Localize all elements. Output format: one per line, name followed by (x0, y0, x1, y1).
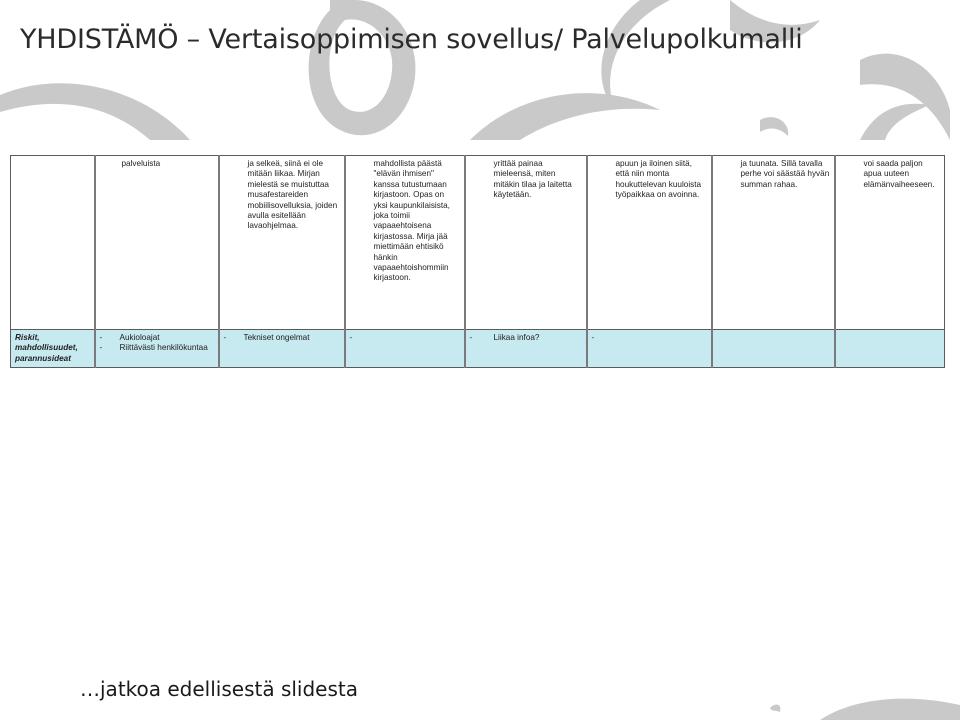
table-cell (835, 156, 945, 330)
cell-text: ja tuunata. Sillä tavalla perhe voi säästää hyvän summan rahaa. (740, 159, 830, 189)
row-header-label: Riskit, mahdollisuudet, parannusideat (15, 333, 78, 363)
table-cell (95, 156, 219, 330)
list-item-text: Riittävästi henkilökuntaa (119, 343, 208, 353)
list-item (100, 333, 214, 343)
slide-caption: …jatkoa edellisestä slidesta (80, 677, 358, 701)
table-cell-row-header (11, 330, 95, 368)
table-cell (219, 330, 345, 368)
table-cell (587, 330, 712, 368)
cell-text: mahdollista päästä "elävän ihmisen" kanssa tutustumaan kirjastoon. Opas on yksi kaupunkilaisista, joka toimii vapaaehtoisena kirjastossa. Mirja jää miettimään ehtisikö hänkin vapaaehtoishommiin kirjastoon. (373, 159, 450, 283)
table-row (11, 156, 945, 330)
table-cell (835, 330, 945, 368)
list-item (470, 333, 582, 343)
table-cell (345, 156, 465, 330)
risk-list (100, 333, 214, 354)
slide-title: YHDISTÄMÖ – Vertaisoppimisen sovellus/ Palvelupolkumalli (20, 24, 803, 55)
risk-list (470, 333, 582, 343)
cell-text: apuun ja iloinen siitä, että niin monta houkuttelevan kuuloista työpaikkaa on avoinna. (615, 159, 702, 200)
table-cell (465, 330, 587, 368)
dash-text: - (591, 333, 595, 342)
list-item-text: Aukioloajat (119, 333, 160, 342)
swirl-swoop-shape (470, 93, 660, 140)
table-grid (10, 155, 945, 368)
list-item (100, 343, 214, 353)
list-item-text: Liikaa infoa? (493, 333, 540, 342)
cell-text: voi saada paljon apua uuteen elämänvaiheeseen. (863, 159, 935, 189)
list-item (224, 333, 340, 343)
table-cell (712, 330, 835, 368)
swirl-bottom-shape (770, 705, 780, 712)
swirl-circle-shape (760, 117, 788, 136)
table-cell (95, 330, 219, 368)
swirl-swoop-shape (0, 83, 190, 140)
table-cell (587, 156, 712, 330)
swirl-bottom-shape (820, 699, 960, 720)
table-cell (345, 330, 465, 368)
cell-text: yrittää painaa mieleensä, miten mitäkin tilaa ja laitetta käytetään. (493, 159, 572, 200)
table-cell (465, 156, 587, 330)
swirl-ring-shape (309, 0, 416, 135)
table-cell-row-header (11, 156, 95, 330)
table-cell (219, 156, 345, 330)
service-path-table (10, 155, 946, 375)
dash-text: - (349, 333, 353, 342)
table-cell (712, 156, 835, 330)
table-row-risks (11, 330, 945, 368)
cell-text: palveluista (121, 159, 161, 168)
risk-list (224, 333, 340, 343)
list-item-text: Tekniset ongelmat (243, 333, 310, 342)
cell-text: ja selkeä, siinä ei ole mitään liikaa. Mirjan mielestä se muistuttaa musafestareiden mobiilisovelluksia, joiden avulla esitellään lavaohjelmaa. (247, 159, 338, 231)
swirl-crescent-shape (601, 0, 670, 110)
swirl-swoop-shape (860, 104, 930, 140)
